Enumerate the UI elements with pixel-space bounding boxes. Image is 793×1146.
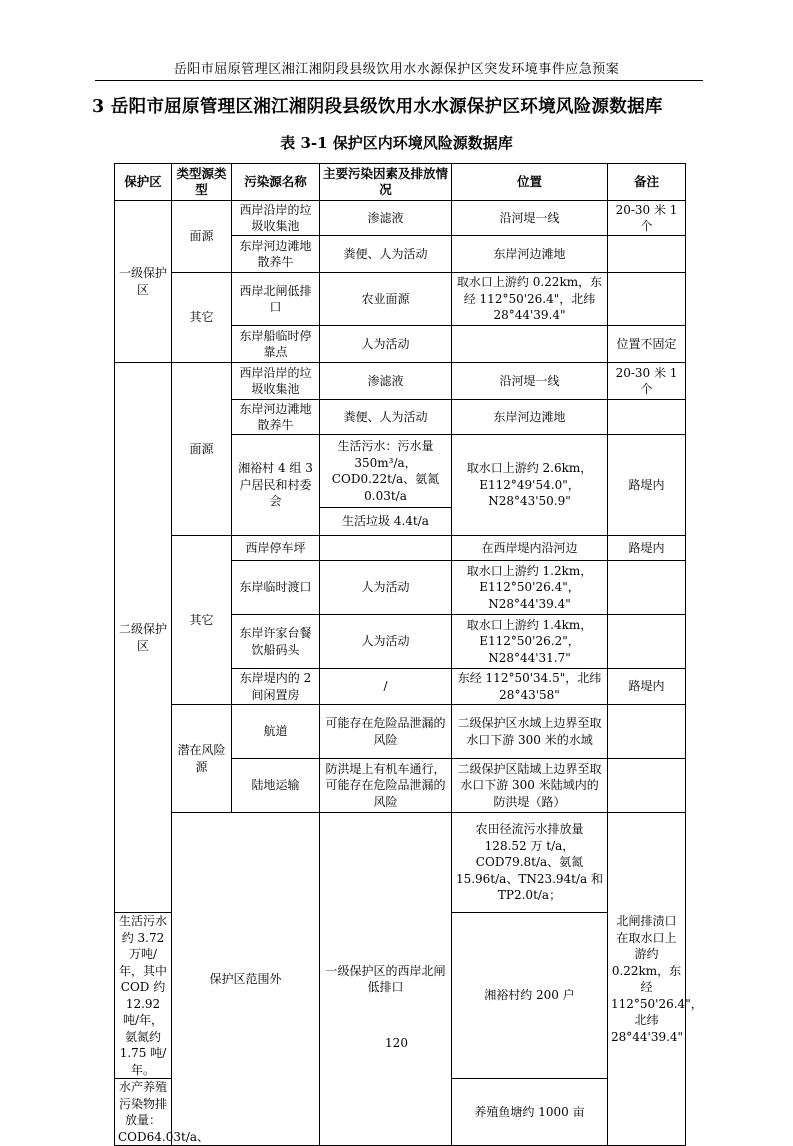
col-header-zone: 保护区	[115, 164, 172, 201]
table-row	[115, 705, 686, 759]
table-header-row	[115, 164, 686, 201]
type-cell: 面源	[172, 201, 232, 273]
pollutant-cell: 粪便、人为活动	[320, 400, 452, 435]
note-cell	[608, 705, 686, 759]
type-cell: 潜在风险源	[172, 705, 232, 813]
location-cell: 取水口上游约 0.22km，东经 112°50'26.4"，北纬 28°44'39.4"	[452, 273, 608, 326]
zone-cell-outside: 保护区范围外	[172, 813, 320, 1146]
col-header-source-type: 类型源类型	[172, 164, 232, 201]
table-row	[115, 813, 686, 913]
col-header-pollutant: 主要污染因素及排放情况	[320, 164, 452, 201]
source-name-cell: 东岸河边滩地散养牛	[232, 236, 320, 273]
note-cell	[608, 273, 686, 326]
pollutant-cell: 渗滤液	[320, 363, 452, 400]
note-cell: 20-30 米 1 个	[608, 363, 686, 400]
location-cell: 取水口上游约 1.2km，E112°50'26.4"，N28°44'39.4"	[452, 561, 608, 615]
running-header: 岳阳市屈原管理区湘江湘阴段县级饮用水水源保护区突发环境事件应急预案	[173, 62, 620, 77]
pollutant-cell: 粪便、人为活动	[320, 236, 452, 273]
source-name-cell: 西岸沿岸的垃圾收集池	[232, 201, 320, 236]
location-cell: 取水口上游约 1.4km，E112°50'26.2"，N28°44'31.7"	[452, 615, 608, 669]
location-cell: 北闸排渍口在取水口上游约 0.22km，东经 112°50'26.4"，北纬 28°44'39.4"	[608, 813, 686, 1146]
note-cell: 湘裕村约 200 户	[452, 913, 608, 1079]
location-cell: 二级保护区水域上边界至取水口下游 300 米的水域	[452, 705, 608, 759]
source-name-cell: 西岸停车坪	[232, 536, 320, 561]
source-name-cell: 湘裕村 4 组 3 户居民和村委会	[232, 435, 320, 536]
pollutant-cell	[320, 536, 452, 561]
col-header-location: 位置	[452, 164, 608, 201]
location-cell: 二级保护区陆域上边界至取水口下游 300 米陆域内的防洪堤（路）	[452, 759, 608, 813]
note-cell	[608, 561, 686, 615]
source-name-cell: 西岸北闸低排口	[232, 273, 320, 326]
location-cell: 东经 112°50'34.5"，北纬 28°43'58"	[452, 669, 608, 705]
zone-cell-zone2: 二级保护区	[115, 363, 172, 913]
source-name-cell: 陆地运输	[232, 759, 320, 813]
note-cell: 路堤内	[608, 435, 686, 536]
pollutant-cell: /	[320, 669, 452, 705]
pollutant-cell: 生活污水：污水量 350m³/a，COD0.22t/a、氨氮 0.03t/a	[320, 435, 452, 508]
pollutant-cell: 生活垃圾 4.4t/a	[320, 508, 452, 536]
pollutant-cell: 人为活动	[320, 561, 452, 615]
pollutant-cell: 可能存在危险品泄漏的风险	[320, 705, 452, 759]
page-number: 120	[385, 1036, 408, 1050]
pollutant-cell: 水产养殖污染物排放量：COD64.03t/a、	[115, 1079, 172, 1146]
pollutant-cell: 农业面源	[320, 273, 452, 326]
risk-source-table	[114, 163, 703, 1146]
pollutant-cell: 人为活动	[320, 615, 452, 669]
type-cell: 其它	[172, 273, 232, 363]
table-row	[115, 201, 686, 236]
note-cell	[608, 615, 686, 669]
note-cell	[608, 236, 686, 273]
pollutant-cell: 农田径流污水排放量 128.52 万 t/a，COD79.8t/a、氨氮 15.96t/a、TN23.94t/a 和 TP2.0t/a；	[452, 813, 608, 913]
location-cell: 东岸河边滩地	[452, 400, 608, 435]
type-cell: 其它	[172, 536, 232, 705]
note-cell	[608, 400, 686, 435]
pollutant-cell: 人为活动	[320, 326, 452, 363]
note-cell: 养殖鱼塘约 1000 亩	[452, 1079, 608, 1146]
table-row	[115, 363, 686, 400]
pollutant-cell: 防洪堤上有机车通行，可能存在危险品泄漏的风险	[320, 759, 452, 813]
note-cell: 位置不固定	[608, 326, 686, 363]
source-name-cell: 东岸河边滩地散养牛	[232, 400, 320, 435]
table-row	[115, 536, 686, 561]
source-name-cell: 东岸许家台餐饮船码头	[232, 615, 320, 669]
location-cell: 东岸河边滩地	[452, 236, 608, 273]
header-rule	[95, 80, 703, 81]
zone-cell-zone1: 一级保护区	[115, 201, 172, 363]
location-cell: 沿河堤一线	[452, 201, 608, 236]
location-cell	[452, 326, 608, 363]
source-name-cell: 一级保护区的西岸北闸低排口	[320, 813, 452, 1146]
pollutant-cell: 渗滤液	[320, 201, 452, 236]
source-name-cell: 西岸沿岸的垃圾收集池	[232, 363, 320, 400]
type-cell: 面源	[172, 363, 232, 536]
source-name-cell: 东岸临时渡口	[232, 561, 320, 615]
note-cell: 20-30 米 1 个	[608, 201, 686, 236]
table-caption: 表 3-1 保护区内环境风险源数据库	[280, 134, 513, 152]
source-name-cell: 航道	[232, 705, 320, 759]
source-name-cell: 东岸堤内的 2 间闲置房	[232, 669, 320, 705]
note-cell: 路堤内	[608, 669, 686, 705]
source-name-cell: 东岸船临时停靠点	[232, 326, 320, 363]
location-cell: 取水口上游约 2.6km，E112°49'54.0"，N28°43'50.9"	[452, 435, 608, 536]
pollutant-cell: 生活污水约 3.72 万吨/年，其中 COD 约 12.92 吨/年，氨氮约 1.75 吨/年。	[115, 913, 172, 1079]
col-header-source-name: 污染源名称	[232, 164, 320, 201]
location-cell: 沿河堤一线	[452, 363, 608, 400]
col-header-note: 备注	[608, 164, 686, 201]
note-cell	[608, 759, 686, 813]
location-cell: 在西岸堤内沿河边	[452, 536, 608, 561]
note-cell: 路堤内	[608, 536, 686, 561]
table-row	[115, 273, 686, 326]
section-title: 3 岳阳市屈原管理区湘江湘阴段县级饮用水水源保护区环境风险源数据库	[92, 97, 663, 117]
